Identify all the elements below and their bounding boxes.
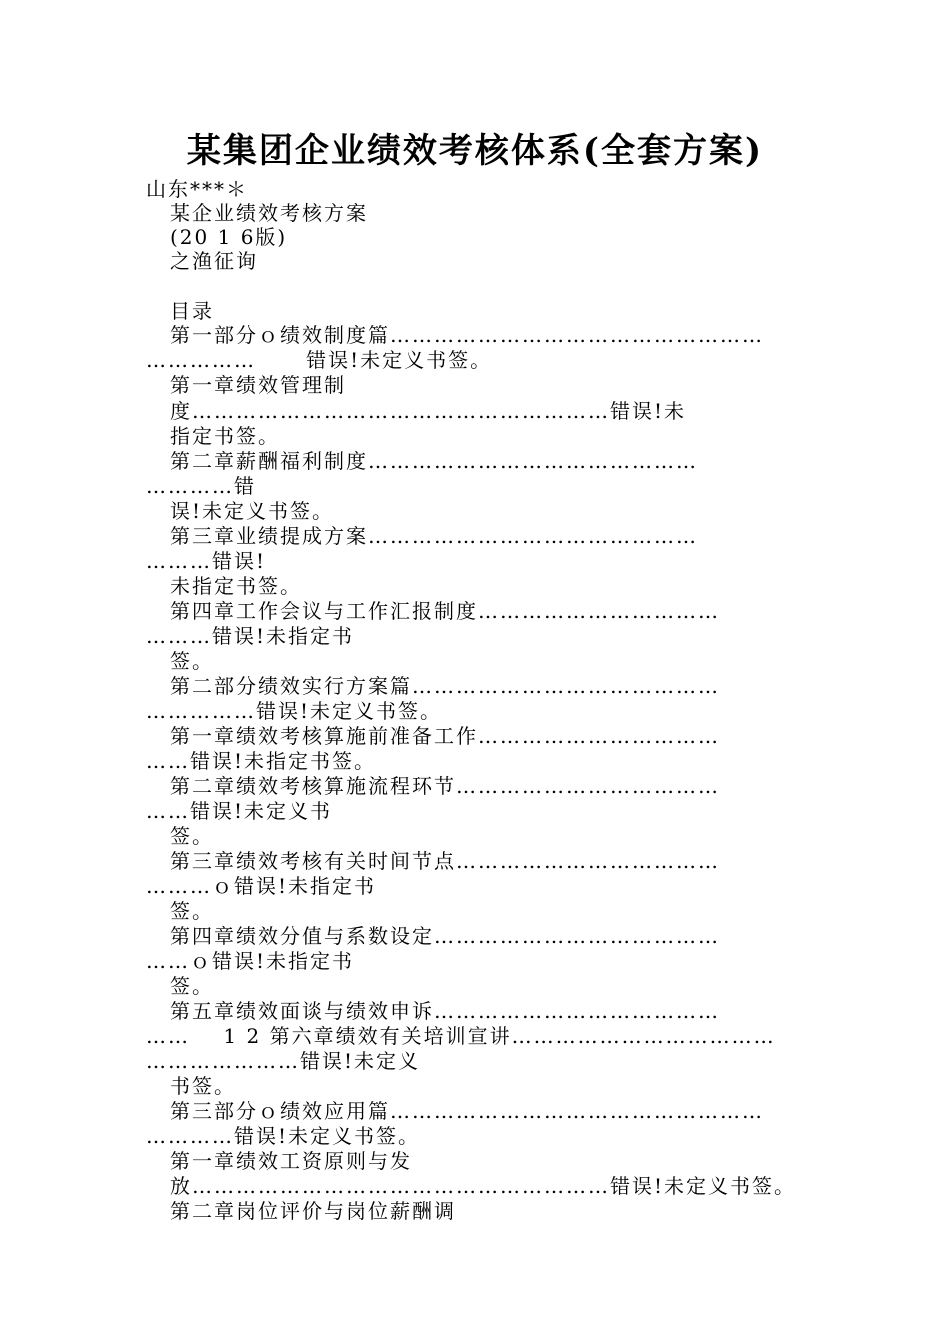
toc-line: 签。 [170,824,214,848]
toc-line: 误!未定义书签。 [170,499,335,523]
toc-line: 第四章工作会议与工作汇报制度…………………………… [170,599,720,623]
toc-line: …………错误!未定义书签。 [146,1124,421,1148]
toc-line: ……错误!未指定书签。 [146,749,377,773]
toc-line: 第五章绩效面谈与绩效申诉………………………………… [170,999,720,1023]
toc-line: 指定书签。 [170,424,280,448]
toc-line: 第四章绩效分值与系数设定………………………………… [170,924,720,948]
toc-line: 签。 [170,974,214,998]
author-line: 山东***＊ [146,177,248,201]
toc-line: 第三章业绩提成方案……………………………………… [170,524,698,548]
toc-line: 第一章绩效管理制 [170,373,346,397]
toc-line: ……ｏ错误!未指定书 [146,949,355,973]
toc-line: ………错误! [146,549,267,573]
toc-heading: 目录 [170,299,214,323]
toc-line: 第二章岗位评价与岗位薪酬调 [170,1199,456,1223]
toc-line: 第一章绩效工资原则与发 [170,1149,412,1173]
toc-line: ………ｏ错误!未指定书 [146,874,377,898]
toc-line: ………错误!未指定书 [146,624,355,648]
cover-line: (20 1 6版) [170,225,288,249]
toc-line: ……错误!未定义书 [146,799,333,823]
toc-line: …… 1 2 第六章绩效有关培训宣讲……………………………… [146,1024,776,1048]
document-title: 某集团企业绩效考核体系(全套方案) [186,131,764,171]
toc-line: 第三部分ｏ绩效应用篇…………………………………………… [170,1099,764,1123]
toc-line: …………………错误!未定义 [146,1049,421,1073]
toc-line: 度…………………………………………………错误!未 [170,399,687,423]
toc-line: 未指定书签。 [170,574,302,598]
cover-line: 某企业绩效考核方案 [170,201,368,225]
toc-line: 第二章绩效考核算施流程环节……………………………… [170,774,720,798]
toc-line: 书签。 [170,1074,236,1098]
cover-line: 之渔征询 [170,249,258,273]
toc-line: 第一部分ｏ绩效制度篇…………………………………………… [170,323,764,347]
toc-line: 放…………………………………………………错误!未定义书签。 [170,1174,797,1198]
toc-line: 第一章绩效考核算施前准备工作…………………………… [170,724,720,748]
toc-line: 签。 [170,899,214,923]
toc-line: 签。 [170,649,214,673]
toc-line: ……………错误!未定义书签。 [146,699,443,723]
toc-line: 第二章薪酬福利制度……………………………………… [170,449,698,473]
toc-line: …………错 [146,474,256,498]
toc-line: 第三章绩效考核有关时间节点……………………………… [170,849,720,873]
toc-line: 第二部分绩效实行方案篇…………………………………… [170,674,720,698]
toc-line: …………… 错误!未定义书签。 [146,348,493,372]
